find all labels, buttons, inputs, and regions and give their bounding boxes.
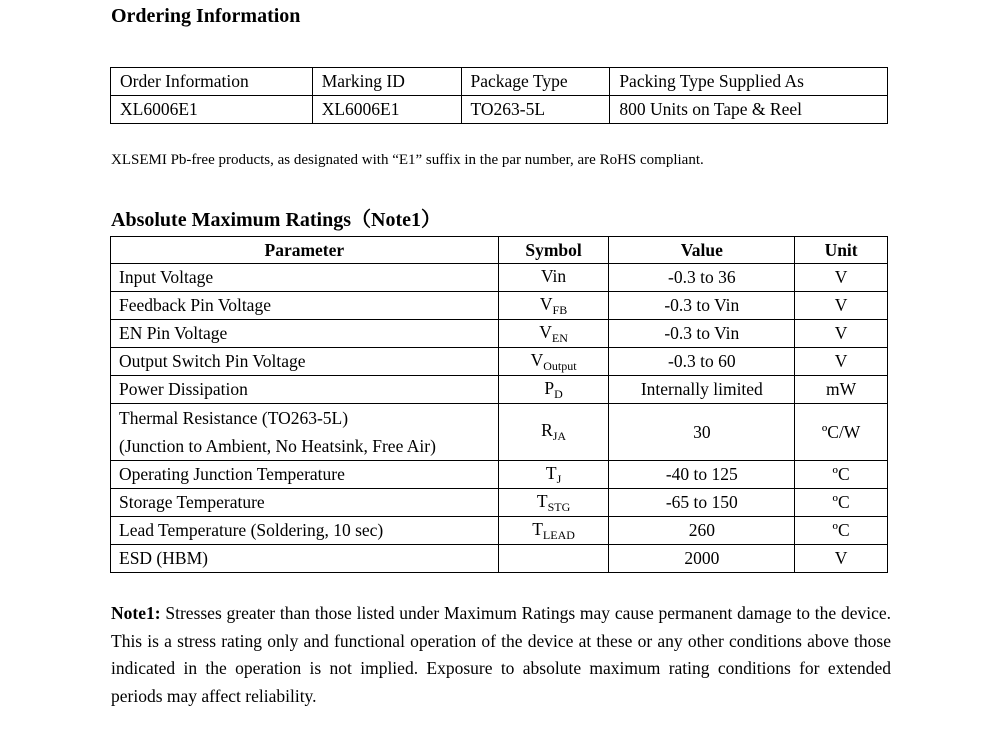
symbol-cell: Vin [498, 264, 609, 292]
parameter-cell [111, 404, 499, 461]
value-cell: -0.3 to Vin [609, 292, 795, 320]
table-row [111, 404, 888, 461]
unit-cell: ºC [795, 461, 888, 489]
value-cell: -0.3 to 60 [609, 348, 795, 376]
symbol-cell: $T_{LEAD}$ [498, 517, 609, 545]
ratings-header-value: Value [609, 237, 795, 264]
value-cell: -0.3 to Vin [609, 320, 795, 348]
symbol-cell: $R_{JA}$ [498, 404, 609, 461]
unit-cell: mW [795, 376, 888, 404]
table-row [111, 348, 888, 376]
table-row [111, 517, 888, 545]
ratings-table [110, 236, 888, 573]
parameter-cell: Storage Temperature [111, 489, 499, 517]
ordering-header-marking-id: Marking ID [312, 68, 461, 96]
ordering-header-order-information: Order Information [111, 68, 313, 96]
parameter-line-1: Thermal Resistance (TO263-5L) [119, 408, 349, 428]
table-row [111, 461, 888, 489]
parameter-cell: Feedback Pin Voltage [111, 292, 499, 320]
ordering-header-packing-type: Packing Type Supplied As [610, 68, 888, 96]
value-cell: -0.3 to 36 [609, 264, 795, 292]
symbol-cell: $V_{EN}$ [498, 320, 609, 348]
unit-cell: ºC/W [795, 404, 888, 461]
parameter-cell: Input Voltage [111, 264, 499, 292]
ratings-header-parameter: Parameter [111, 237, 499, 264]
ordering-cell-marking-id: XL6006E1 [312, 96, 461, 124]
unit-cell: V [795, 348, 888, 376]
symbol-cell: $V_{Output}$ [498, 348, 609, 376]
ordering-cell-packing-type: 800 Units on Tape & Reel [610, 96, 888, 124]
symbol-cell: $T_J$ [498, 461, 609, 489]
note1-label: Note1: [111, 603, 161, 623]
ordering-data-row [111, 96, 888, 124]
table-row [111, 264, 888, 292]
unit-cell: ºC [795, 489, 888, 517]
ordering-header-row [111, 68, 888, 96]
absolute-maximum-ratings-title: Absolute Maximum Ratings（Note1） [111, 209, 441, 231]
unit-cell: ºC [795, 517, 888, 545]
value-cell: -40 to 125 [609, 461, 795, 489]
ordering-cell-order-information: XL6006E1 [111, 96, 313, 124]
ordering-table [110, 67, 888, 124]
parameter-cell: Output Switch Pin Voltage [111, 348, 499, 376]
value-cell: 30 [609, 404, 795, 461]
symbol-cell: $T_{STG}$ [498, 489, 609, 517]
parameter-cell: EN Pin Voltage [111, 320, 499, 348]
note1-text: Stresses greater than those listed under Maximum Ratings may cause permanent damage to the device. This is a stress rating only and functional operation of the device at these or any other conditions above those indicated in the operation is not implied. Exposure to absolute maximum rating conditions for extended periods may affect reliability. [111, 603, 892, 706]
table-row [111, 320, 888, 348]
ordering-information-title: Ordering Information [111, 5, 301, 27]
unit-cell: V [795, 545, 888, 573]
parameter-line-2: (Junction to Ambient, No Heatsink, Free Air) [119, 436, 436, 456]
symbol-cell [498, 545, 609, 573]
table-row [111, 545, 888, 573]
value-cell: -65 to 150 [609, 489, 795, 517]
parameter-cell: Power Dissipation [111, 376, 499, 404]
table-row [111, 292, 888, 320]
note1-paragraph [111, 600, 891, 710]
parameter-cell: Lead Temperature (Soldering, 10 sec) [111, 517, 499, 545]
unit-cell: V [795, 264, 888, 292]
ordering-cell-package-type: TO263-5L [461, 96, 610, 124]
pb-free-note: XLSEMI Pb-free products, as designated with “E1” suffix in the par number, are RoHS compliant. [111, 152, 704, 168]
ordering-header-package-type: Package Type [461, 68, 610, 96]
ratings-header-unit: Unit [795, 237, 888, 264]
value-cell: 2000 [609, 545, 795, 573]
value-cell: 260 [609, 517, 795, 545]
ratings-header-symbol: Symbol [498, 237, 609, 264]
parameter-cell: Operating Junction Temperature [111, 461, 499, 489]
unit-cell: V [795, 292, 888, 320]
unit-cell: V [795, 320, 888, 348]
value-cell: Internally limited [609, 376, 795, 404]
symbol-cell: $P_D$ [498, 376, 609, 404]
symbol-cell: $V_{FB}$ [498, 292, 609, 320]
table-row [111, 376, 888, 404]
ratings-header-row [111, 237, 888, 264]
table-row [111, 489, 888, 517]
parameter-cell: ESD (HBM) [111, 545, 499, 573]
